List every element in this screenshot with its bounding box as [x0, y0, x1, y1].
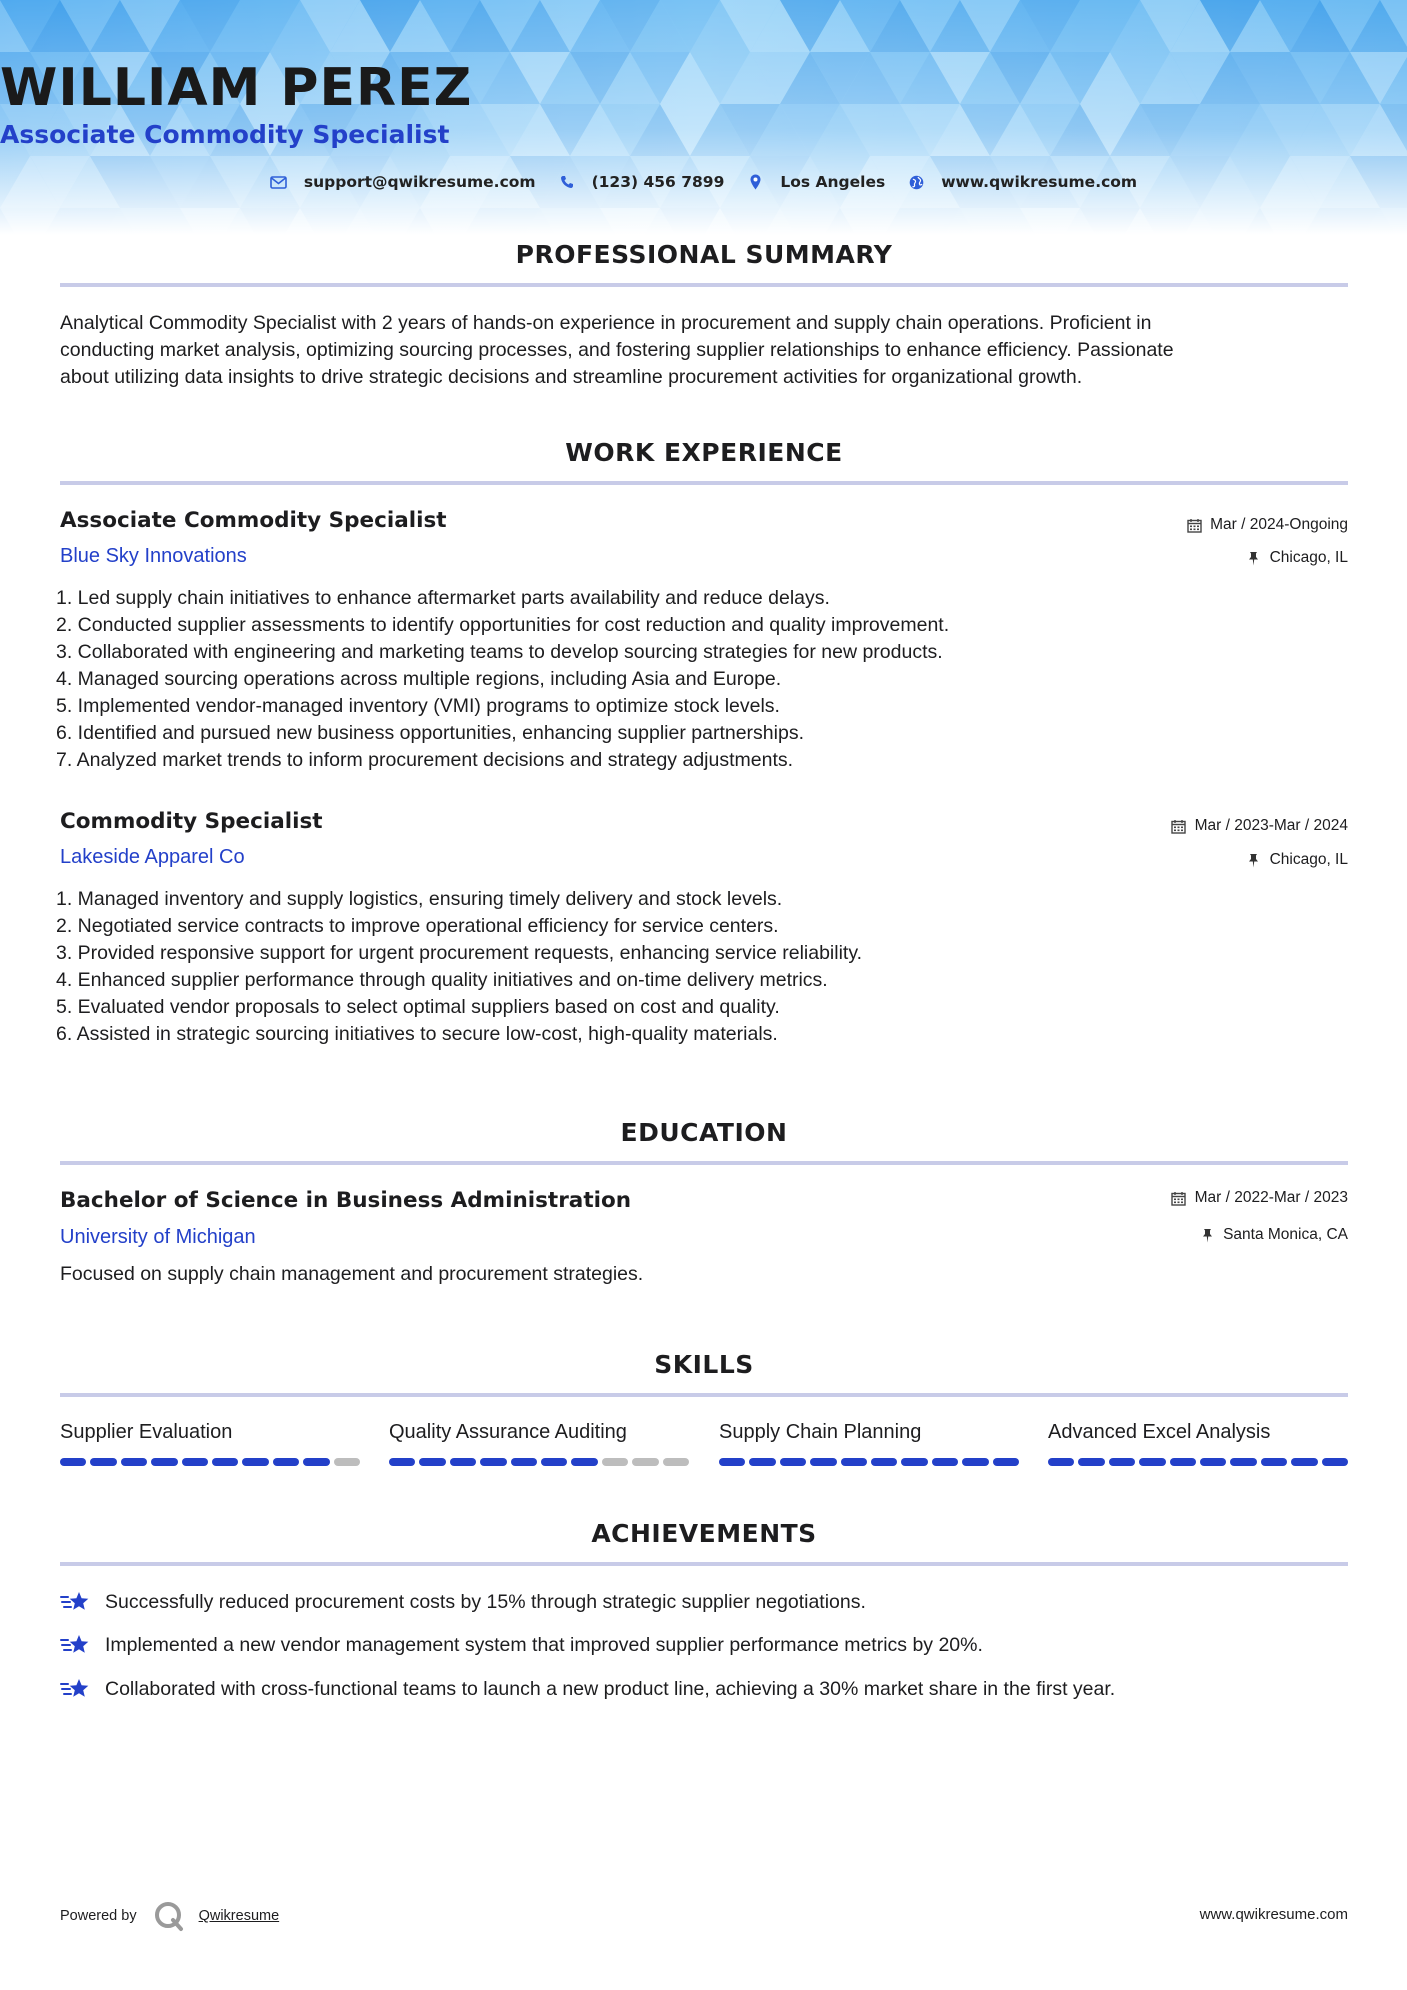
job-title: Associate Commodity Specialist [60, 508, 447, 533]
skill-level-segment [334, 1458, 360, 1466]
job-bullets [56, 585, 1336, 774]
skill-level-segment [1170, 1458, 1196, 1466]
skill-label: Supply Chain Planning [719, 1421, 922, 1443]
list-item: 5. Implemented vendor-managed inventory (VMI) programs to optimize stock levels. [56, 695, 780, 717]
calendar-icon [1171, 818, 1187, 834]
skill-level-segment [871, 1458, 897, 1466]
location-text: Chicago, IL [1269, 851, 1348, 868]
pushpin-icon [1246, 550, 1262, 566]
dates-text: Mar / 2024-Ongoing [1210, 516, 1348, 533]
summary-divider [60, 283, 1348, 287]
skill-level-segment [749, 1458, 775, 1466]
job-location [1246, 851, 1348, 869]
skill-item [60, 1418, 360, 1466]
skill-level-segment [419, 1458, 445, 1466]
achievements-divider [60, 1562, 1348, 1566]
skill-level-segment [151, 1458, 177, 1466]
skill-level-segment [1291, 1458, 1317, 1466]
company-name: Lakeside Apparel Co [60, 846, 245, 868]
brand-link[interactable]: Qwikresume [198, 1908, 280, 1924]
list-item: 5. Evaluated vendor proposals to select optimal suppliers based on cost and quality. [56, 996, 780, 1018]
company-name: Blue Sky Innovations [60, 545, 247, 567]
shooting-star-icon [60, 1631, 92, 1659]
website-text: www.qwikresume.com [941, 173, 1138, 191]
list-item: 1. Led supply chain initiatives to enhance aftermarket parts availability and reduce delays. [56, 587, 830, 609]
education-heading: EDUCATION [620, 1118, 788, 1147]
skill-level-segment [1322, 1458, 1348, 1466]
contact-phone[interactable] [558, 173, 725, 191]
footer-powered-by [60, 1900, 279, 1932]
education-description: Focused on supply chain management and procurement strategies. [60, 1263, 644, 1285]
skill-level-segment [480, 1458, 506, 1466]
skill-level-segment [1200, 1458, 1226, 1466]
list-item: 3. Provided responsive support for urgent procurement requests, enhancing service reliability. [56, 942, 863, 964]
skill-level-bar [60, 1458, 360, 1466]
achievement-item [60, 1588, 866, 1616]
location-text: Los Angeles [780, 173, 886, 191]
dates-text: Mar / 2023-Mar / 2024 [1194, 817, 1348, 834]
skill-level-segment [571, 1458, 597, 1466]
job-dates [1171, 817, 1348, 835]
education-divider [60, 1161, 1348, 1165]
skill-level-segment [1139, 1458, 1165, 1466]
job-bullets [56, 886, 1336, 1048]
phone-text: (123) 456 7899 [591, 173, 725, 191]
dates-text: Mar / 2022-Mar / 2023 [1194, 1189, 1348, 1206]
list-item: 2. Conducted supplier assessments to identify opportunities for cost reduction and quality improvement. [56, 614, 950, 636]
list-item: 2. Negotiated service contracts to improve operational efficiency for service centers. [56, 915, 779, 937]
skill-level-segment [212, 1458, 238, 1466]
skill-level-segment [932, 1458, 958, 1466]
skill-level-segment [780, 1458, 806, 1466]
skill-level-segment [602, 1458, 628, 1466]
skill-level-segment [841, 1458, 867, 1466]
skill-level-bar [719, 1458, 1019, 1466]
education-dates [1171, 1189, 1348, 1207]
summary-line: Analytical Commodity Specialist with 2 years of hands-on experience in procurement and supply chain operations. Proficient in [60, 312, 1152, 334]
skill-item [1048, 1418, 1348, 1466]
candidate-name: WILLIAM PEREZ [0, 58, 473, 118]
list-item: 6. Assisted in strategic sourcing initiatives to secure low-cost, high-quality materials. [56, 1023, 778, 1045]
skill-label: Quality Assurance Auditing [389, 1421, 627, 1443]
skill-level-segment [1109, 1458, 1135, 1466]
achievements-heading: ACHIEVEMENTS [591, 1519, 817, 1548]
skills-heading: SKILLS [654, 1350, 754, 1379]
achievement-text: Collaborated with cross-functional teams to launch a new product line, achieving a 30% market share in the first year. [105, 1677, 1116, 1700]
skill-level-segment [962, 1458, 988, 1466]
shooting-star-icon [60, 1675, 92, 1703]
experience-heading: WORK EXPERIENCE [565, 438, 843, 467]
header [0, 0, 1407, 235]
contact-location [746, 173, 885, 191]
summary-heading: PROFESSIONAL SUMMARY [515, 240, 893, 269]
summary-text [60, 310, 1350, 391]
skill-label: Supplier Evaluation [60, 1421, 233, 1443]
skill-level-segment [719, 1458, 745, 1466]
skill-level-segment [993, 1458, 1019, 1466]
skill-level-segment [1048, 1458, 1074, 1466]
summary-line: conducting market analysis, optimizing sourcing processes, and fostering supplier relationships to enhance efficiency. Passionate [60, 339, 1174, 361]
skill-level-segment [182, 1458, 208, 1466]
skill-level-bar [389, 1458, 689, 1466]
achievement-text: Implemented a new vendor management system that improved supplier performance metrics by 20%. [105, 1633, 983, 1656]
skill-level-segment [663, 1458, 689, 1466]
skill-level-segment [632, 1458, 658, 1466]
list-item: 6. Identified and pursued new business opportunities, enhancing supplier partnerships. [56, 722, 804, 744]
experience-divider [60, 481, 1348, 485]
phone-icon [558, 173, 576, 191]
shooting-star-icon [60, 1588, 92, 1616]
skill-level-segment [1261, 1458, 1287, 1466]
skill-level-segment [121, 1458, 147, 1466]
achievement-item [60, 1675, 1115, 1703]
skill-level-segment [901, 1458, 927, 1466]
pushpin-icon [1246, 852, 1262, 868]
list-item: 7. Analyzed market trends to inform procurement decisions and strategy adjustments. [56, 749, 794, 771]
powered-by-label: Powered by [60, 1908, 137, 1924]
pushpin-icon [1199, 1227, 1215, 1243]
job-title: Commodity Specialist [60, 809, 323, 834]
calendar-icon [1186, 517, 1202, 533]
achievement-item [60, 1631, 983, 1659]
skill-label: Advanced Excel Analysis [1048, 1421, 1271, 1443]
map-pin-icon [746, 173, 764, 191]
job-dates [1186, 516, 1348, 534]
contact-website[interactable] [907, 173, 1137, 191]
skill-level-segment [1078, 1458, 1104, 1466]
skill-level-segment [60, 1458, 86, 1466]
education-location [1199, 1226, 1348, 1244]
school-name: University of Michigan [60, 1226, 256, 1248]
skill-level-segment [810, 1458, 836, 1466]
skills-divider [60, 1393, 1348, 1397]
summary-line: about utilizing data insights to drive strategic decisions and streamline procurement activities for organizational growth. [60, 366, 1083, 388]
location-text: Santa Monica, CA [1223, 1226, 1348, 1243]
skill-level-segment [273, 1458, 299, 1466]
calendar-icon [1171, 1190, 1187, 1206]
skill-level-segment [1230, 1458, 1256, 1466]
list-item: 1. Managed inventory and supply logistics, ensuring timely delivery and stock levels. [56, 888, 783, 910]
skill-level-bar [1048, 1458, 1348, 1466]
list-item: 4. Managed sourcing operations across multiple regions, including Asia and Europe. [56, 668, 782, 690]
skill-level-segment [511, 1458, 537, 1466]
skill-level-segment [450, 1458, 476, 1466]
skill-level-segment [389, 1458, 415, 1466]
achievement-text: Successfully reduced procurement costs by 15% through strategic supplier negotiations. [105, 1590, 866, 1613]
skill-item [719, 1418, 1019, 1466]
skill-item [389, 1418, 689, 1466]
skill-level-segment [242, 1458, 268, 1466]
envelope-icon [270, 173, 288, 191]
qwikresume-logo-icon [153, 1900, 185, 1932]
list-item: 4. Enhanced supplier performance through quality initiatives and on-time delivery metrics. [56, 969, 828, 991]
contact-email[interactable] [270, 173, 536, 191]
footer-website[interactable]: www.qwikresume.com [1199, 1906, 1348, 1923]
globe-icon [907, 173, 925, 191]
job-location [1246, 549, 1348, 567]
skill-level-segment [303, 1458, 329, 1466]
contact-bar [0, 173, 1407, 191]
degree-title: Bachelor of Science in Business Administration [60, 1188, 632, 1213]
skill-level-segment [541, 1458, 567, 1466]
list-item: 3. Collaborated with engineering and marketing teams to develop sourcing strategies for new products. [56, 641, 943, 663]
skill-level-segment [90, 1458, 116, 1466]
location-text: Chicago, IL [1269, 549, 1348, 566]
candidate-title: Associate Commodity Specialist [0, 120, 450, 149]
email-text: support@qwikresume.com [303, 173, 536, 191]
